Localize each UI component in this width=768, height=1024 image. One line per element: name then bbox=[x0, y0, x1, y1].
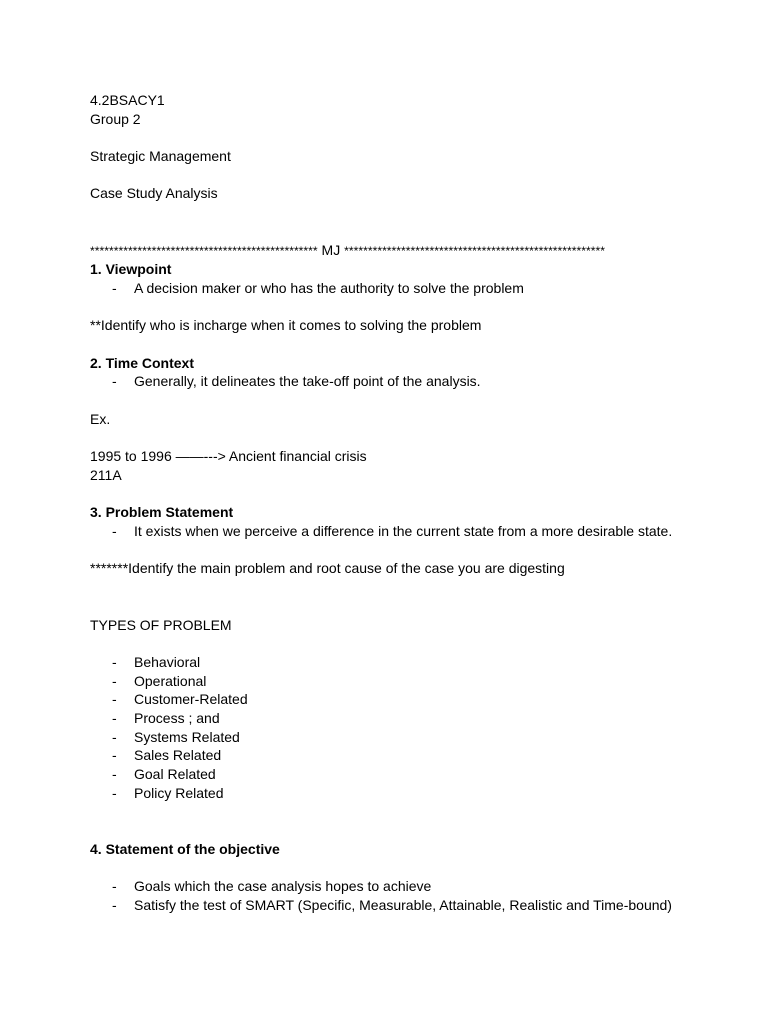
viewpoint-heading: 1. Viewpoint bbox=[90, 261, 172, 278]
viewpoint-note: **Identify who is incharge when it comes to solving the problem bbox=[90, 317, 482, 334]
bullet-dash: - bbox=[112, 897, 117, 914]
group-label: Group 2 bbox=[90, 110, 141, 127]
list-item-text: Generally, it delineates the take-off point of the analysis. bbox=[134, 373, 481, 390]
bullet-dash: - bbox=[112, 710, 117, 727]
list-item bbox=[90, 728, 760, 747]
types-heading: TYPES OF PROBLEM bbox=[90, 616, 232, 633]
bullet-dash: - bbox=[112, 766, 117, 783]
list-item bbox=[90, 784, 760, 803]
example-label: Ex. bbox=[90, 410, 111, 427]
list-item bbox=[90, 746, 760, 765]
list-item bbox=[90, 690, 760, 709]
subject-title: Strategic Management bbox=[90, 148, 231, 165]
bullet-dash: - bbox=[112, 373, 117, 390]
time-context-heading: 2. Time Context bbox=[90, 354, 194, 371]
divider-stars-right: ******************************************************* bbox=[344, 243, 605, 258]
list-item-text: Behavioral bbox=[134, 653, 201, 670]
list-item bbox=[90, 672, 760, 691]
list-item bbox=[90, 896, 760, 915]
list-item-text: Satisfy the test of SMART (Specific, Measurable, Attainable, Realistic and Time-bound) bbox=[134, 897, 672, 914]
document-title: Case Study Analysis bbox=[90, 185, 218, 202]
bullet-dash: - bbox=[112, 691, 117, 708]
list-item-text: Policy Related bbox=[134, 784, 224, 801]
bullet-dash: - bbox=[112, 523, 117, 540]
bullet-dash: - bbox=[112, 653, 117, 670]
divider-stars-left: ************************************************ bbox=[90, 243, 318, 258]
bullet-dash: - bbox=[112, 878, 117, 895]
list-item bbox=[90, 522, 760, 541]
example-code: 211A bbox=[90, 466, 122, 483]
list-item bbox=[90, 372, 760, 391]
list-item-text: Sales Related bbox=[134, 747, 222, 764]
list-item-text: Customer-Related bbox=[134, 691, 248, 708]
example-line: 1995 to 1996 ——---> Ancient financial crisis bbox=[90, 448, 367, 465]
bullet-dash: - bbox=[112, 279, 117, 296]
divider-line bbox=[90, 241, 760, 261]
list-item-text: Process ; and bbox=[134, 710, 220, 727]
bullet-dash: - bbox=[112, 672, 117, 689]
list-item-text: Goals which the case analysis hopes to achieve bbox=[134, 878, 432, 895]
divider-initials: MJ bbox=[317, 241, 345, 258]
list-item bbox=[90, 653, 760, 672]
list-item-text: Systems Related bbox=[134, 728, 240, 745]
list-item-text: Goal Related bbox=[134, 766, 216, 783]
list-item bbox=[90, 279, 760, 298]
bullet-dash: - bbox=[112, 747, 117, 764]
list-item bbox=[90, 765, 760, 784]
list-item-text: Operational bbox=[134, 672, 207, 689]
objective-heading: 4. Statement of the objective bbox=[90, 840, 280, 857]
list-item-text: It exists when we perceive a difference in the current state from a more desirable state. bbox=[134, 523, 673, 540]
document-page bbox=[90, 91, 760, 915]
list-item bbox=[90, 877, 760, 896]
problem-statement-note: *******Identify the main problem and root cause of the case you are digesting bbox=[90, 560, 565, 577]
bullet-dash: - bbox=[112, 784, 117, 801]
list-item-text: A decision maker or who has the authority to solve the problem bbox=[134, 279, 524, 296]
bullet-dash: - bbox=[112, 728, 117, 745]
problem-statement-heading: 3. Problem Statement bbox=[90, 504, 234, 521]
list-item bbox=[90, 709, 760, 728]
course-code: 4.2BSACY1 bbox=[90, 92, 165, 108]
